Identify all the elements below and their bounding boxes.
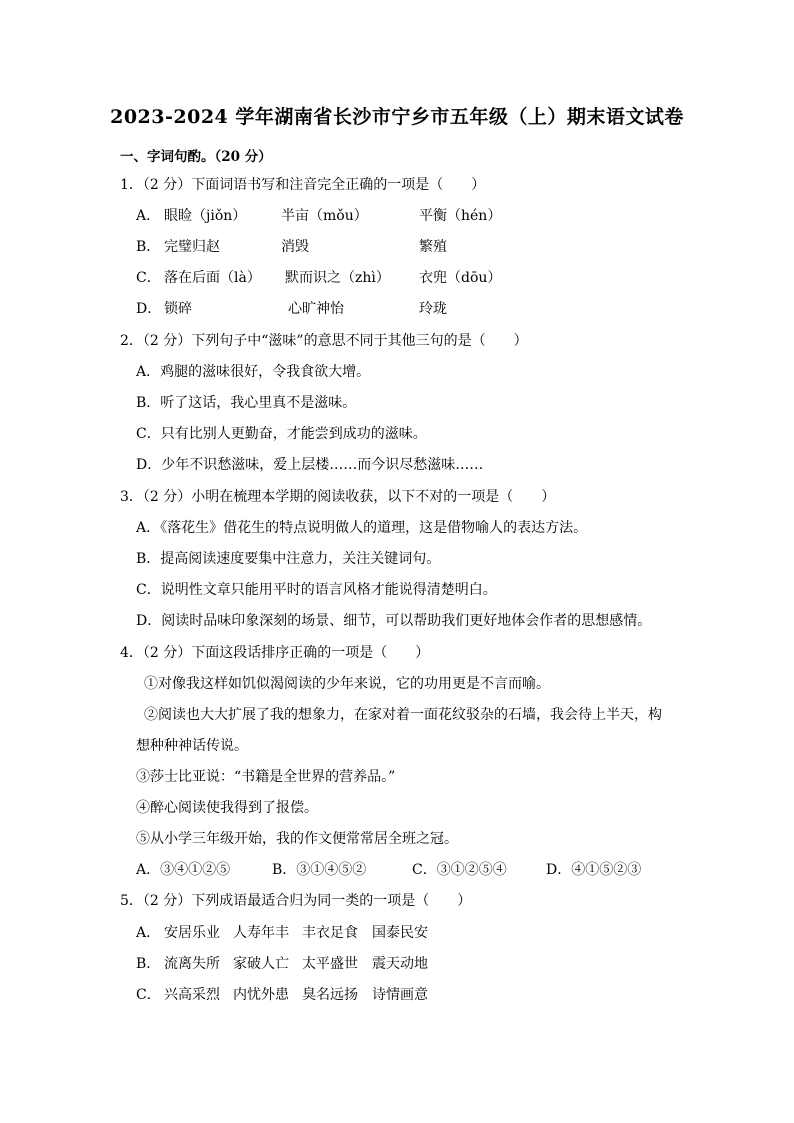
option-item: 兴高采烈 [164,987,220,1003]
question-2-option-c: C．只有比别人更勤奋，才能尝到成功的滋味。 [136,426,427,442]
option-item: 丰衣足食 [302,925,358,941]
option-label: D． [136,301,162,317]
question-4-option-a: A．③④①②⑤ [136,862,231,878]
option-label: C． [136,270,161,286]
question-3-option-a: A．《落花生》借花生的特点说明做人的道理，这是借物喻人的表达方法。 [136,520,588,536]
option-item: 震天动地 [372,956,428,972]
question-3-stem: 3．（2 分）小明在梳理本学期的阅读收获，以下不对的一项是（ ） [120,489,556,505]
option-label: C． [136,987,161,1003]
section-heading: 一、字词句酌。（20 分） [120,149,272,165]
question-1-stem: 1．（2 分）下面词语书写和注音完全正确的一项是（ ） [120,177,486,193]
option-item: 安居乐业 [164,925,220,941]
option-item: 心旷神怡 [288,301,344,317]
option-item: 臭名远扬 [302,987,358,1003]
option-label: B． [136,239,161,255]
option-item: 流离失所 [164,956,220,972]
option-item: 内忧外患 [233,987,289,1003]
option-label: A． [136,925,161,941]
question-4-sentence-2: ②阅读也大大扩展了我的想象力，在家对着一面花纹驳杂的石墙，我会待上半天，构 [144,707,662,723]
option-item: 繁殖 [419,239,447,255]
option-item: 平衡（hén） [419,208,502,224]
question-2-option-d: D．少年不识愁滋味，爱上层楼……而今识尽愁滋味…… [136,457,484,473]
option-item: 诗情画意 [372,987,428,1003]
question-5-stem: 5．（2 分）下列成语最适合归为同一类的一项是（ ） [120,893,472,909]
option-item: 完璧归赵 [164,239,220,255]
question-4-sentence-1: ①对像我这样如饥似渴阅读的少年来说，它的功用更是不言而喻。 [144,676,550,692]
option-item: 玲珑 [419,301,447,317]
option-label: B． [136,956,161,972]
option-item: 衣兜（dōu） [419,270,502,286]
question-4-sentence-5: ⑤从小学三年级开始，我的作文便常常居全班之冠。 [136,831,458,847]
option-item: 人寿年丰 [233,925,289,941]
option-item: 太平盛世 [302,956,358,972]
exam-title: 2023-2024 学年湖南省长沙市宁乡市五年级（上）期末语文试卷 [110,106,684,128]
question-4-option-b: B．③①④⑤② [272,862,367,878]
question-3-option-c: C．说明性文章只能用平时的语言风格才能说得清楚明白。 [136,582,497,598]
question-4-sentence-3: ③莎士比亚说：“书籍是全世界的营养品。” [136,769,396,785]
option-item: 默而识之（zhì） [285,270,390,286]
option-label: A． [136,208,161,224]
question-2-stem: 2．（2 分）下列句子中“滋味”的意思不同于其他三句的是（ ） [120,333,528,349]
question-2-option-a: A．鸡腿的滋味很好，令我食欲大增。 [136,364,371,380]
question-3-option-b: B．提高阅读速度要集中注意力，关注关键词句。 [136,551,441,567]
option-item: 半亩（mǒu） [281,208,368,224]
question-4-sentence-4: ④醉心阅读使我得到了报偿。 [136,800,318,816]
question-4-sentence-2-continued: 想种种神话传说。 [136,738,248,754]
question-4-option-d: D．④①⑤②③ [546,862,642,878]
question-4-stem: 4．（2 分）下面这段话排序正确的一项是（ ） [120,645,430,661]
option-item: 国泰民安 [372,925,428,941]
question-2-option-b: B．听了这话，我心里真不是滋味。 [136,395,357,411]
option-item: 锁碎 [164,301,192,317]
option-item: 眼睑（jiǒn） [164,208,247,224]
option-item: 家破人亡 [233,956,289,972]
option-item: 落在后面（là） [164,270,261,286]
option-item: 消毁 [281,239,309,255]
question-4-option-c: C．③①②⑤④ [412,862,507,878]
question-3-option-d: D．阅读时品味印象深刻的场景、细节，可以帮助我们更好地体会作者的思想感情。 [136,613,652,629]
